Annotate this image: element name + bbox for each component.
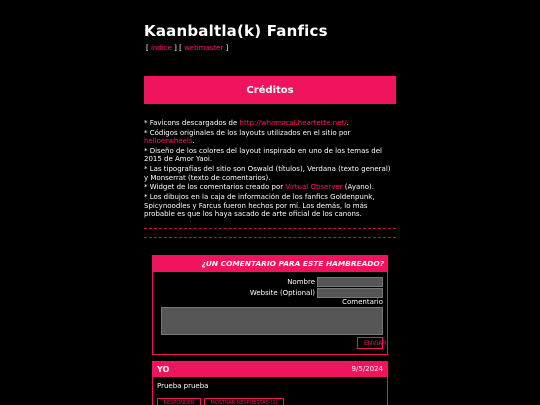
credit-item: [144, 193, 396, 218]
comment-form-heading: ¿UN COMENTARIO PARA ESTE HAMBREADO?: [153, 256, 387, 272]
nav-bracket-open: [: [146, 44, 149, 52]
credits-list: [144, 119, 396, 220]
send-button[interactable]: ENVIAR: [357, 337, 383, 349]
credit-text: * Favicons descargados de: [144, 119, 240, 127]
nav-link-index[interactable]: índice: [150, 44, 172, 52]
website-input[interactable]: [317, 288, 383, 298]
credit-link-virtual-observer[interactable]: Virtual Observer: [285, 183, 343, 192]
nav-bracket-open-2: [: [179, 44, 182, 52]
credit-text-after: (Ayano).: [342, 183, 374, 192]
top-nav: [146, 44, 228, 52]
comment-form: [152, 255, 388, 355]
nav-bracket-close: ]: [174, 44, 177, 52]
name-input[interactable]: [317, 277, 383, 287]
credit-item: [144, 119, 396, 127]
comment-text: Prueba prueba: [157, 382, 209, 390]
credit-text: * Los dibujos en la caja de información de los fanfics Goldenpunk, Spicynoodles y Farcus fueron hechos por mí. Los demás, lo más probable es que los haya sacado de arte oficial de los canons.: [144, 193, 375, 219]
credit-item: [144, 129, 396, 146]
credit-item: [144, 183, 396, 191]
website-label: Website (Optional): [249, 289, 315, 297]
comment-textarea[interactable]: [161, 307, 383, 335]
name-label: Nombre: [287, 278, 315, 286]
credit-text-after: .: [346, 119, 349, 127]
nav-link-webmaster[interactable]: webmaster: [184, 44, 224, 52]
credit-item: [144, 165, 396, 182]
comment-author: YO: [157, 365, 170, 374]
credit-link-whimsical[interactable]: http://whimsical.heartette.net/: [239, 119, 347, 127]
comment-post: [152, 361, 388, 405]
credit-link-helloerwheels[interactable]: helloerwheels: [144, 137, 193, 146]
comment-date: 9/5/2024: [351, 365, 383, 373]
divider: [144, 237, 396, 238]
credit-text: * Las tipografías del sitio son Oswald (títulos), Verdana (texto general) y Monserrat (texto de comentarios).: [144, 165, 391, 182]
credit-item: [144, 147, 396, 164]
credit-text-after: .: [192, 137, 195, 146]
credit-text: * Diseño de los colores del layout inspirado en uno de los temas del 2015 de Amor Yaoi.: [144, 147, 382, 164]
site-title: Kaanbaltla(k) Fanfics: [144, 22, 328, 40]
credits-heading: Créditos: [144, 76, 396, 104]
show-replies-button[interactable]: MOSTRAR RESPUESTAS (1): [204, 398, 284, 405]
divider: [144, 228, 396, 229]
comment-label: Comentario: [342, 298, 383, 306]
credit-text: * Códigos originales de los layouts utilizados en el sitio por: [144, 128, 351, 137]
nav-bracket-close-2: ]: [225, 44, 229, 52]
reply-button[interactable]: RESPONDER: [157, 398, 201, 405]
credit-text: * Widget de los comentarios creado por: [144, 183, 286, 192]
